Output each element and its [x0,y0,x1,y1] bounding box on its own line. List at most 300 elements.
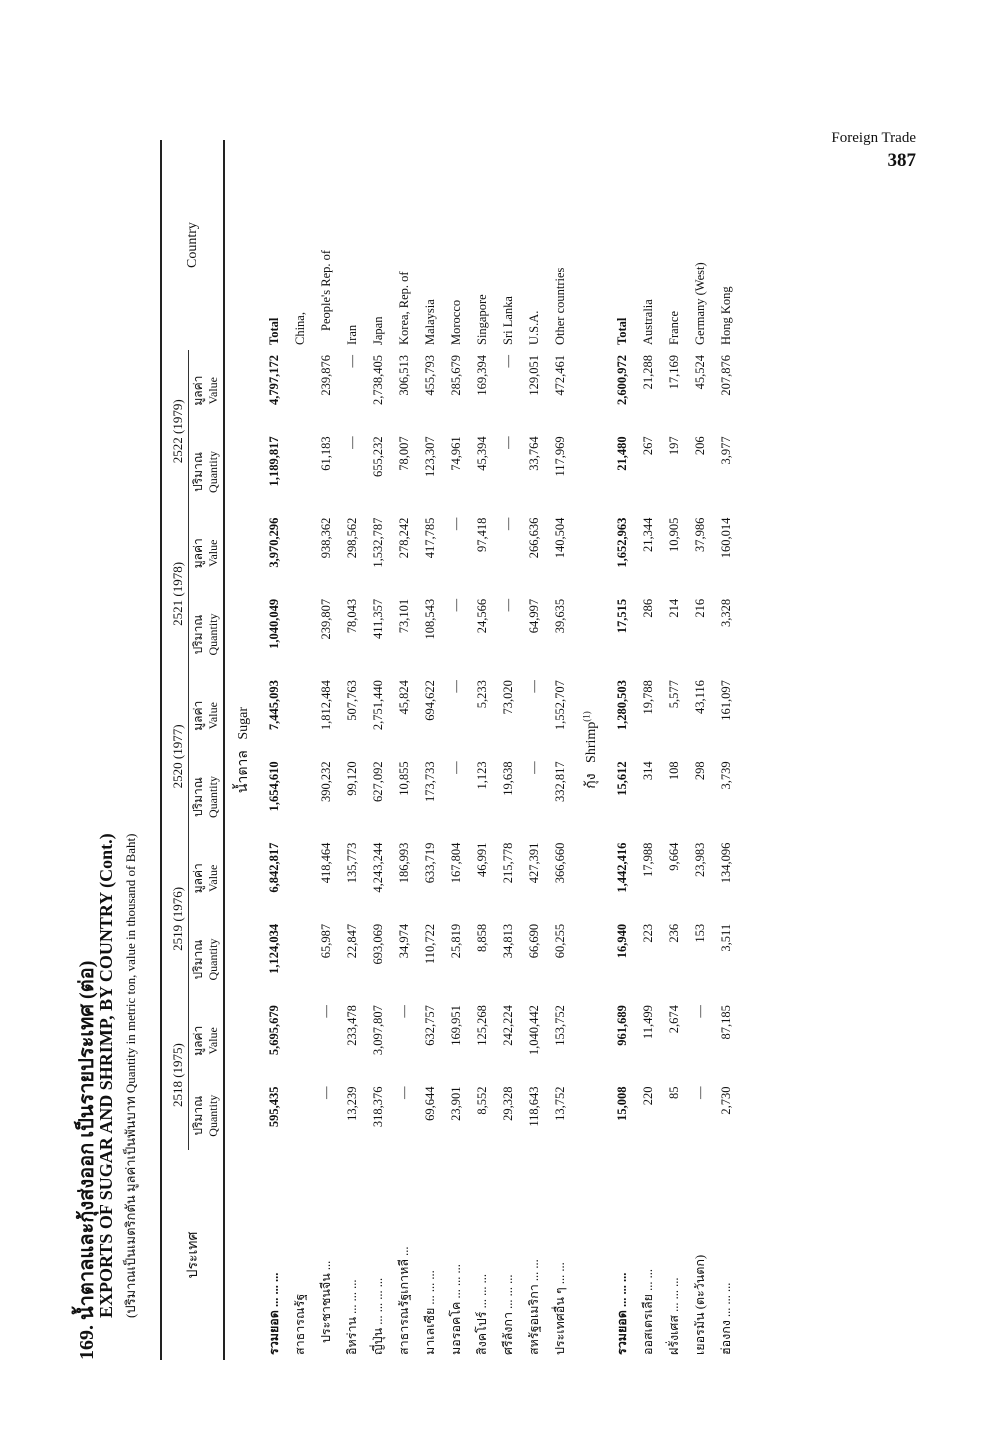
qty-subheader-thai: ปริมาณ [191,777,205,817]
total-row [609,140,635,1360]
val-subheader [189,350,225,431]
value-cell: 2,674 [666,1005,681,1034]
country-thai-label: ประเทศอื่น ๆ ... ... [553,1262,567,1355]
country-thai-cell [687,1150,713,1360]
qty-subheader-english: Quantity [206,450,220,493]
value-cell [287,675,313,756]
country-thai-cell [261,1150,287,1360]
quantity-cell: 1,654,610 [266,761,281,812]
quantity-cell: 17,515 [614,598,629,634]
quantity-cell: 34,813 [500,923,515,959]
country-english-label: Total [266,317,281,345]
country-english-cell [261,140,287,350]
quantity-cell: 34,974 [396,923,411,959]
country-thai-cell [313,1150,339,1360]
quantity-cell [287,431,313,512]
value-cell: 507,763 [344,680,359,721]
val-subheader-english: Value [206,702,220,730]
quantity-cell: 314 [640,761,655,781]
quantity-cell: 3,739 [718,761,733,790]
quantity-cell: 8,552 [474,1086,489,1115]
value-cell: 5,577 [666,680,681,709]
quantity-cell: 78,007 [396,436,411,471]
quantity-cell: 60,255 [552,923,567,959]
value-cell [287,838,313,919]
value-cell: 418,464 [318,842,333,884]
value-cell: — [396,1005,411,1018]
quantity-cell: 214 [666,598,681,618]
value-cell: 417,785 [422,517,437,559]
value-cell: 455,793 [422,355,437,396]
quantity-cell: — [344,436,359,449]
country-english-label: U.S.A. [526,310,541,345]
quantity-cell: 332,817 [552,761,567,802]
quantity-cell [287,756,313,837]
value-cell: 37,986 [692,517,707,552]
value-cell: 87,185 [718,1005,733,1040]
country-thai-cell [713,1150,739,1360]
quantity-cell: 118,643 [526,1086,541,1127]
qty-subheader-thai: ปริมาณ [191,1095,205,1136]
value-cell: 160,014 [718,517,733,559]
quantity-cell: 595,435 [266,1086,281,1128]
country-english-cell [365,140,391,350]
country-english-cell [469,140,495,350]
value-cell: 19,788 [640,680,655,715]
country-english-label: France [666,310,681,345]
value-cell: — [692,1005,707,1018]
quantity-cell: 1,040,049 [266,598,281,649]
val-subheader-english: Value [206,377,220,405]
section-label-thai: กุ้ง [584,773,599,789]
quantity-cell: — [318,1086,333,1099]
qty-subheader [189,431,225,512]
country-thai-cell [417,1150,443,1360]
country-thai-cell [469,1150,495,1360]
section-footnote-marker: (1) [581,711,592,722]
quantity-cell: 69,644 [422,1086,437,1121]
value-cell: — [448,680,463,693]
value-cell: 632,757 [422,1005,437,1046]
country-english-label: Hong Kong [718,286,733,345]
quantity-cell: 21,480 [614,436,629,471]
value-cell: 167,804 [448,842,463,884]
qty-subheader-english: Quantity [206,776,220,819]
quantity-cell: 1,124,034 [266,923,281,974]
quantity-cell: 123,307 [422,436,437,477]
country-english-cell [635,140,661,350]
value-cell: 11,499 [640,1005,655,1040]
country-english-cell [339,140,365,350]
country-english-label: Sri Lanka [500,296,515,345]
year-header-1978: 2521 (1978) [161,513,189,676]
quantity-cell: — [396,1086,411,1099]
country-thai-label: เยอรมัน (ตะวันตก) [693,1254,707,1355]
country-thai-cell [661,1150,687,1360]
value-cell: — [318,1005,333,1018]
country-english-cell [713,140,739,350]
value-cell: 1,280,503 [614,680,629,731]
table-row [661,140,687,1360]
value-cell: 17,988 [640,842,655,878]
value-cell: 5,695,679 [266,1005,281,1056]
value-cell: — [500,355,515,368]
qty-subheader-english: Quantity [206,613,220,656]
running-header-section: Foreign Trade [831,130,916,146]
val-subheader [189,513,225,594]
country-english-cell [521,140,547,350]
value-cell: 73,020 [500,680,515,715]
val-subheader-english: Value [206,539,220,567]
quantity-cell: 108,543 [422,598,437,640]
value-cell: 17,169 [666,355,681,390]
quantity-cell: 45,394 [474,436,489,471]
value-cell: 298,562 [344,517,359,559]
value-cell: 215,778 [500,842,515,884]
value-cell: 6,842,817 [266,842,281,893]
section-label-english: Sugar [236,706,251,740]
quantity-cell: 64,997 [526,598,541,634]
value-cell: 2,738,405 [370,355,385,405]
country-english-cell [609,140,635,350]
country-thai-label: สิงคโปร์ ... ... ... [475,1274,489,1355]
value-cell: 1,532,787 [370,517,385,568]
quantity-cell: 74,961 [448,436,463,471]
value-cell: 10,905 [666,517,681,552]
quantity-cell: 22,847 [344,923,359,959]
val-subheader-english: Value [206,1027,220,1055]
country-english-label: Iran [344,324,359,345]
country-thai-label: มอรอคโค ... ... ... [449,1264,463,1355]
country-thai-label: ศรีลังกา ... ... ... [501,1274,515,1355]
table-row [547,140,573,1360]
total-row [261,140,287,1360]
table-body [224,140,739,1360]
value-cell: 4,243,244 [370,842,385,893]
table-row [687,140,713,1360]
val-subheader [189,675,225,756]
table-row [713,140,739,1360]
quantity-cell: 173,733 [422,761,437,802]
country-thai-label: อิหร่าน ... ... ... [345,1279,359,1355]
qty-subheader [189,594,225,675]
table-row [417,140,443,1360]
qty-subheader [189,1081,225,1150]
country-thai-cell [287,1150,313,1360]
value-cell [287,350,313,431]
value-cell: 7,445,093 [266,680,281,731]
country-english-label: Germany (West) [692,262,707,345]
val-subheader-thai: มูลค่า [191,375,205,406]
country-thai-cell [547,1150,573,1360]
qty-subheader [189,919,225,1000]
country-thai-label: มาเลเซีย ... ... ... [423,1270,437,1355]
quantity-cell: 655,232 [370,436,385,477]
table-row [365,140,391,1360]
value-cell: 278,242 [396,517,411,559]
table-row [443,140,469,1360]
country-english-header: Country [161,140,224,350]
value-cell: 1,652,963 [614,517,629,568]
quantity-cell: 25,819 [448,923,463,959]
country-thai-cell [339,1150,365,1360]
value-cell: 134,096 [718,842,733,884]
value-cell: 938,362 [318,517,333,559]
quantity-cell: 223 [640,923,655,943]
quantity-cell: 236 [666,923,681,943]
value-cell [287,513,313,594]
val-subheader-thai: มูลค่า [191,1025,205,1056]
country-english-label: Total [614,317,629,345]
country-thai-label: สหรัฐอเมริกา ... ... [527,1259,541,1355]
quantity-cell: — [448,761,463,774]
country-thai-label: สาธารณรัฐเกาหลี ... [397,1246,411,1355]
country-thai-cell [521,1150,547,1360]
unit-note-english: Quantity in metric ton, value in thousand of Baht) [123,833,138,1094]
quantity-cell: 33,764 [526,436,541,471]
value-cell: 1,812,484 [318,680,333,731]
quantity-cell: 8,858 [474,923,489,953]
quantity-cell: 78,043 [344,598,359,634]
country-thai-cell [609,1150,635,1360]
quantity-cell: 99,120 [344,761,359,796]
value-cell: 306,513 [396,355,411,396]
value-cell: 161,097 [718,680,733,721]
country-english-cell [443,140,469,350]
quantity-cell: 318,376 [370,1086,385,1128]
quantity-cell: 108 [666,761,681,781]
table-title-english: EXPORTS OF SUGAR AND SHRIMP, BY COUNTRY (Cont.) [96,833,116,1318]
quantity-cell: 117,969 [552,436,567,477]
quantity-cell: 39,635 [552,598,567,634]
quantity-cell: 627,092 [370,761,385,802]
value-cell: 129,051 [526,355,541,396]
country-english-label: People's Rep. of [318,249,333,331]
quantity-cell: 286 [640,598,655,618]
value-cell: — [448,517,463,531]
value-cell: 266,636 [526,517,541,559]
value-cell: 21,288 [640,355,655,390]
country-thai-cell [495,1150,521,1360]
quantity-cell: 267 [640,436,655,456]
quantity-cell: 298 [692,761,707,781]
value-cell: 23,983 [692,842,707,878]
country-thai-cell [635,1150,661,1360]
country-thai-header: ประเทศ [161,1150,224,1360]
quantity-cell: 206 [692,436,707,456]
quantity-cell: 220 [640,1086,655,1106]
value-cell: 135,773 [344,842,359,884]
country-thai-label: ประชาชนจีน ... [319,1260,333,1343]
value-cell: 153,752 [552,1005,567,1046]
quantity-cell: 13,752 [552,1086,567,1121]
quantity-cell: 65,987 [318,923,333,959]
quantity-cell: 1,189,817 [266,436,281,487]
value-cell: 125,268 [474,1005,489,1046]
value-cell: 694,622 [422,680,437,721]
quantity-cell: 693,069 [370,923,385,965]
quantity-cell: — [500,598,515,612]
quantity-cell: 19,638 [500,761,515,796]
val-subheader-english: Value [206,864,220,892]
qty-subheader-english: Quantity [206,1094,220,1137]
quantity-cell: 153 [692,923,707,943]
section-heading [224,140,261,1360]
qty-subheader-thai: ปริมาณ [191,614,205,655]
quantity-cell: 73,101 [396,598,411,634]
qty-subheader-english: Quantity [206,938,220,981]
quantity-cell: 24,566 [474,598,489,634]
page-number: 387 [887,150,916,171]
quantity-cell: 10,855 [396,761,411,796]
value-cell: 1,040,442 [526,1005,541,1056]
value-cell: 207,876 [718,355,733,396]
value-cell: 4,797,172 [266,355,281,405]
table-row [495,140,521,1360]
value-cell: 1,552,707 [552,680,567,731]
country-thai-label: รวมยอด ... ... ... [267,1272,281,1355]
header-row-years [161,140,189,1360]
quantity-cell: 216 [692,598,707,618]
section-heading-row [224,140,261,1360]
quantity-cell [287,594,313,675]
qty-subheader-thai: ปริมาณ [191,452,205,492]
country-english-cell [687,140,713,350]
value-cell: 427,391 [526,842,541,884]
val-subheader-thai: มูลค่า [191,700,205,731]
value-cell: 46,991 [474,842,489,878]
country-thai-cell [443,1150,469,1360]
value-cell: 2,751,440 [370,680,385,731]
quantity-cell: 85 [666,1086,681,1099]
country-english-cell [495,140,521,350]
unit-note-thai: (ปริมาณเป็นเมตริกตัน มูลค่าเป็นพันบาท [123,1096,138,1318]
qty-subheader-thai: ปริมาณ [191,939,205,980]
table-row [469,140,495,1360]
table-unit-note [120,834,141,1319]
value-cell: 140,504 [552,517,567,559]
value-cell: 1,442,416 [614,842,629,893]
quantity-cell: 2,730 [718,1086,733,1115]
quantity-cell [287,919,313,1000]
quantity-cell: — [526,761,541,774]
table-number: 169. [76,1325,98,1360]
country-english-label: Morocco [448,299,463,345]
country-thai-label: รวมยอด ... ... ... [615,1272,629,1355]
value-cell: 233,478 [344,1005,359,1046]
value-cell: 366,660 [552,842,567,884]
table-row [635,140,661,1360]
country-thai-label: ฮ่องกง ... ... ... [719,1282,733,1355]
value-cell: 3,097,807 [370,1005,385,1056]
quantity-cell: 3,511 [718,923,733,952]
quantity-cell: 15,612 [614,761,629,796]
country-english-cell [287,140,313,350]
country-english-label: Malaysia [422,299,437,345]
table-row [313,140,339,1360]
year-header-1979: 2522 (1979) [161,350,189,513]
value-cell: 45,524 [692,355,707,390]
year-header-1975: 2518 (1975) [161,1000,189,1150]
quantity-cell: 197 [666,436,681,456]
value-cell: 239,876 [318,355,333,396]
val-subheader [189,838,225,919]
country-english-cell [661,140,687,350]
title-thai-text: น้ำตาลและกุ้งส่งออก เป็นรายประเทศ (ต่อ) [76,960,98,1320]
value-cell: 21,344 [640,517,655,552]
year-header-1977: 2520 (1977) [161,675,189,838]
table-row [339,140,365,1360]
value-cell: — [526,680,541,693]
value-cell: 5,233 [474,680,489,709]
quantity-cell: 390,232 [318,761,333,802]
quantity-cell: 1,123 [474,761,489,790]
value-cell: 242,224 [500,1005,515,1046]
value-cell: 186,993 [396,842,411,884]
country-english-cell [547,140,573,350]
quantity-cell: — [500,436,515,449]
quantity-cell: 3,977 [718,436,733,465]
value-cell: — [344,355,359,368]
country-thai-label: ฝรั่งเศส ... ... ... [667,1277,681,1355]
value-cell: 169,394 [474,355,489,396]
value-cell: — [500,517,515,531]
rotated-table-page [70,60,830,1360]
quantity-cell: 15,008 [614,1086,629,1121]
val-subheader [189,1000,225,1081]
table-row [391,140,417,1360]
quantity-cell: 16,940 [614,923,629,959]
val-subheader-thai: มูลค่า [191,538,205,569]
quantity-cell: 66,690 [526,923,541,959]
quantity-cell: 3,328 [718,598,733,627]
value-cell: 45,824 [396,680,411,715]
country-english-label: Japan [370,316,385,345]
quantity-cell: 29,328 [500,1086,515,1121]
quantity-cell: 61,183 [318,436,333,471]
country-thai-label: ออสเตรเลีย ... ... [641,1268,655,1355]
country-thai-cell [365,1150,391,1360]
country-english-cell [417,140,443,350]
section-label-english: Shrimp [584,721,599,763]
exports-table [160,140,739,1360]
section-label-thai: น้ำตาล [236,750,251,794]
country-english-label: Singapore [474,294,489,345]
quantity-cell: 110,722 [422,923,437,965]
quantity-cell: — [448,598,463,612]
value-cell: 633,719 [422,842,437,884]
value-cell: 97,418 [474,517,489,552]
value-cell [287,1000,313,1081]
quantity-cell: 23,901 [448,1086,463,1121]
section-heading-row [573,140,609,1360]
year-header-1976: 2519 (1976) [161,838,189,1001]
qty-subheader [189,756,225,837]
table-row [521,140,547,1360]
quantity-cell: — [692,1086,707,1099]
country-english-label: Australia [640,299,655,345]
country-english-label: Other countries [552,267,567,345]
value-cell: 961,689 [614,1005,629,1046]
value-cell: 9,664 [666,842,681,871]
country-english-label: China, [292,312,307,345]
section-heading [573,140,609,1360]
value-cell: 169,951 [448,1005,463,1046]
country-thai-cell [391,1150,417,1360]
quantity-cell: 411,357 [370,598,385,640]
value-cell: 2,600,972 [614,355,629,405]
country-english-label: Korea, Rep. of [396,271,411,345]
